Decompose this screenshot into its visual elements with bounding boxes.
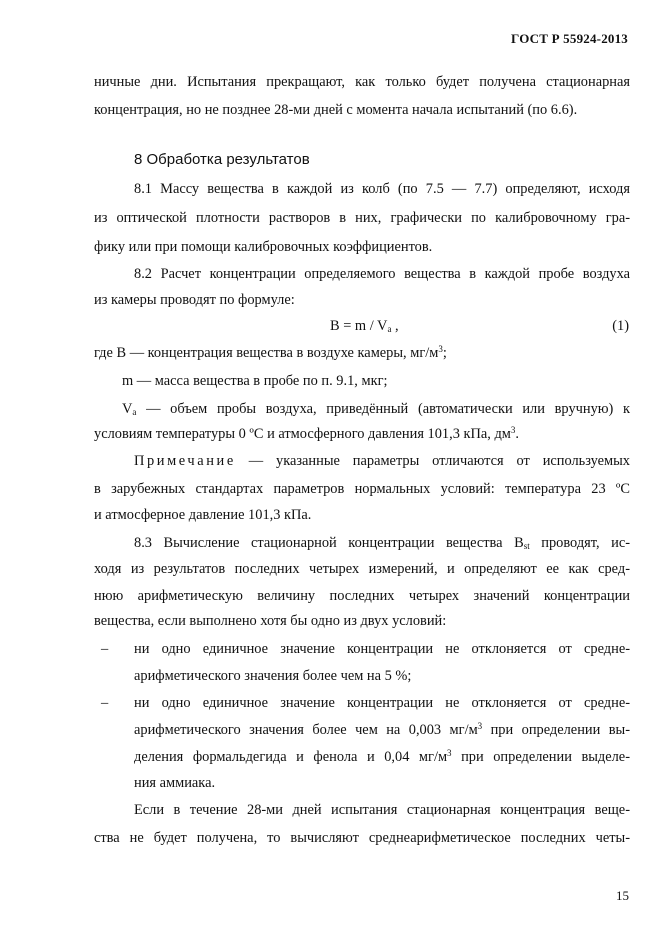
list-item-line: ни одно единичное значение концентрации не отклоняется от средне-	[134, 641, 630, 657]
text-line: в зарубежных стандартах параметров нормальных условий: температура 23 ºС	[94, 481, 630, 497]
text-line: концентрация, но не позднее 28-ми дней с момента начала испытаний (по 6.6).	[94, 102, 578, 118]
list-item-line: ни одно единичное значение концентрации не отклоняется от средне-	[134, 695, 630, 711]
text-line: условиям температуры 0 ºС и атмосферного давления 101,3 кПа, $дм^3$.	[94, 425, 520, 442]
note-label: Примечание	[134, 453, 236, 469]
page-number: 15	[616, 888, 629, 903]
formula: $B = m / V_a$ ,	[330, 318, 399, 334]
document-code-header: ГОСТ Р 55924-2013	[511, 31, 628, 46]
text-line: и атмосферное давление 101,3 кПа.	[94, 507, 312, 523]
text-line: Если в течение 28-ми дней испытания стационарная концентрация веще-	[134, 802, 630, 818]
text-line: из камеры проводят по формуле:	[94, 292, 295, 308]
text-line: 8.2 Расчет концентрации определяемого вещества в каждой пробе воздуха	[134, 266, 630, 282]
bullet-dash: –	[101, 695, 109, 711]
list-item-line: арифметического значения более чем на 5 %;	[134, 668, 412, 684]
text-line: фику или при помощи калибровочных коэффициентов.	[94, 239, 433, 255]
list-item-line: арифметического значения более чем на 0,003 $мг/м^3$ при определении вы-	[134, 721, 630, 738]
text-line: из оптической плотности растворов в них, графически по калибровочному гра-	[94, 210, 630, 226]
text-line: $V_a$ — объем пробы воздуха, приведённый (автоматически или вручную) к	[122, 401, 630, 417]
text-line: нюю арифметическую величину последних четырех значений концентрации	[94, 588, 630, 604]
bullet-dash: –	[101, 641, 109, 657]
text-line: ства не будет получена, то вычисляют среднеарифметическое последних четы-	[94, 830, 630, 846]
text-line: 8.3 Вычисление стационарной концентрации вещества $B_{st}$ проводят, ис-	[134, 535, 631, 551]
text-line: ходя из результатов последних четырех измерений, и определяют ее как сред-	[94, 561, 630, 577]
text-line: 8.1 Массу вещества в каждой из колб (по 7.5 — 7.7) определяют, исходя	[134, 181, 630, 197]
list-item-line: деления формальдегида и фенола и 0,04 $мг/м^3$ при определении выделе-	[134, 748, 630, 765]
text-line: m — масса вещества в пробе по п. 9.1, мкг;	[122, 373, 388, 389]
equation-number: (1)	[612, 318, 629, 334]
note-line: Примечание — указанные параметры отличаются от используемых	[134, 453, 630, 469]
text-line: ничные дни. Испытания прекращают, как только будет получена стационарная	[94, 74, 630, 90]
text-line: где B — концентрация вещества в воздухе камеры, $мг/м^3$;	[94, 344, 447, 361]
list-item-line: ния аммиака.	[134, 775, 216, 791]
text-line: вещества, если выполнено хотя бы одно из двух условий:	[94, 613, 447, 629]
section-heading: 8 Обработка результатов	[134, 151, 310, 168]
